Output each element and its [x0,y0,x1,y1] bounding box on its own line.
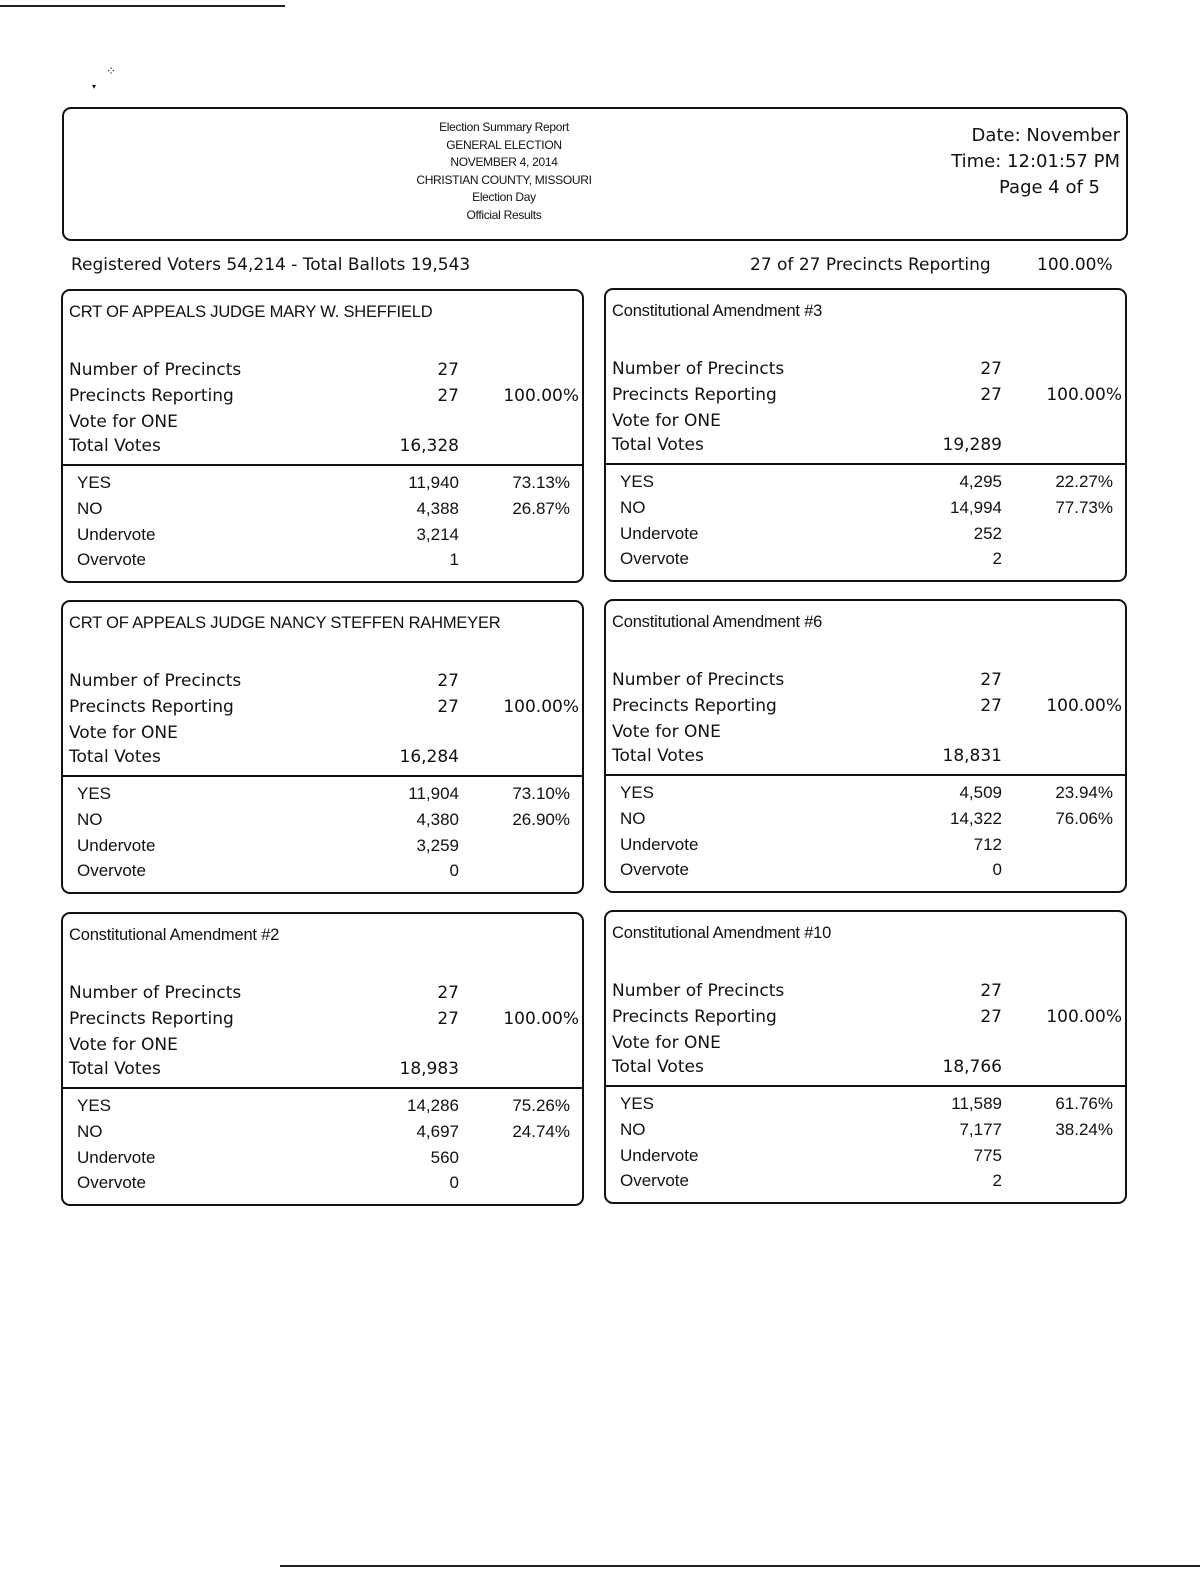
precincts-reporting-row [69,386,582,412]
report-title-block [394,119,614,224]
scan-speck: ▾ [92,82,97,91]
precincts-reporting-row [69,697,582,723]
results-divider [606,463,1125,465]
choice-label: Overvote [620,860,689,879]
choice-votes: 0 [449,1173,459,1192]
contest-title: Constitutional Amendment #3 [612,302,823,320]
choice-votes: 560 [430,1148,459,1167]
vote-for-row [69,1035,582,1061]
scan-speck: ⁘ [106,64,117,78]
choice-label: Overvote [77,550,146,569]
row-value: 18,766 [942,1057,1002,1077]
choice-label: NO [620,809,646,828]
choice-percent: 24.74% [512,1122,570,1141]
total-votes-row [612,746,1125,772]
precincts-reporting-row [612,385,1125,411]
choice-votes: 4,295 [959,472,1002,491]
vote-for-row [612,722,1125,748]
row-label: Number of Precincts [69,983,242,1003]
contest-box [61,600,584,894]
choice-votes: 252 [973,524,1002,543]
result-row [620,1146,1125,1172]
scan-edge-top [0,0,285,7]
number-of-precincts-row [69,360,582,386]
row-percent: 100.00% [503,697,579,717]
result-row [620,860,1125,886]
row-label: Vote for ONE [612,1033,721,1053]
choice-label: NO [620,498,646,517]
number-of-precincts-row [69,983,582,1009]
result-row [620,783,1125,809]
contest-box [604,599,1127,893]
row-label: Number of Precincts [612,670,785,690]
vote-for-row [69,723,582,749]
results-divider [606,774,1125,776]
choice-votes: 14,994 [950,498,1002,517]
precincts-reporting-summary: 27 of 27 Precincts Reporting [750,255,991,275]
total-votes-row [612,1057,1125,1083]
choice-votes: 0 [992,860,1002,879]
result-row [77,1173,582,1199]
choice-percent: 22.27% [1055,472,1113,491]
vote-for-row [612,1033,1125,1059]
row-label: Precincts Reporting [612,1007,777,1027]
choice-votes: 4,388 [416,499,459,518]
row-label: Precincts Reporting [69,386,234,406]
result-row [620,1171,1125,1197]
row-value: 16,284 [399,747,459,767]
row-label: Vote for ONE [69,412,178,432]
choice-percent: 76.06% [1055,809,1113,828]
result-row [77,784,582,810]
number-of-precincts-row [612,359,1125,385]
precincts-reporting-row [612,696,1125,722]
row-value: 18,983 [399,1059,459,1079]
choice-votes: 11,904 [408,784,459,803]
row-label: Precincts Reporting [69,697,234,717]
registered-voters-summary: Registered Voters 54,214 - Total Ballots 19,543 [71,255,471,275]
row-value: 27 [980,981,1002,1001]
choice-percent: 26.87% [512,499,570,518]
choice-votes: 3,214 [416,525,459,544]
row-percent: 100.00% [503,386,579,406]
choice-percent: 23.94% [1055,783,1113,802]
results-divider [606,1085,1125,1087]
choice-label: YES [620,1094,655,1113]
precincts-reporting-row [612,1007,1125,1033]
choice-percent: 26.90% [512,810,570,829]
choice-label: Undervote [620,524,699,543]
row-value: 27 [980,696,1002,716]
result-row [620,472,1125,498]
choice-label: Undervote [620,1146,699,1165]
choice-percent: 73.10% [512,784,570,803]
contest-title: CRT OF APPEALS JUDGE NANCY STEFFEN RAHMEYER [69,614,501,632]
choice-label: Overvote [620,549,689,568]
report-header [62,107,1128,241]
choice-label: Overvote [77,1173,146,1192]
result-row [77,810,582,836]
result-row [620,498,1125,524]
row-label: Vote for ONE [612,722,721,742]
row-label: Precincts Reporting [612,696,777,716]
result-row [620,1094,1125,1120]
choice-votes: 3,259 [416,836,459,855]
row-label: Precincts Reporting [612,385,777,405]
row-label: Vote for ONE [612,411,721,431]
scan-edge-bottom [280,1565,1200,1567]
page-number: Page 4 of 5 [999,177,1100,198]
choice-votes: 7,177 [959,1120,1002,1139]
choice-label: NO [77,1122,103,1141]
choice-votes: 11,589 [951,1094,1002,1113]
number-of-precincts-row [612,981,1125,1007]
row-label: Total Votes [69,747,161,767]
choice-label: Undervote [77,525,156,544]
row-label: Vote for ONE [69,1035,178,1055]
choice-percent: 61.76% [1055,1094,1113,1113]
results-status: Official Results [466,207,542,222]
choice-votes: 4,509 [959,783,1002,802]
choice-label: Overvote [620,1171,689,1190]
vote-for-row [69,412,582,438]
result-row [620,524,1125,550]
contest-box [61,289,584,583]
row-label: Number of Precincts [612,981,785,1001]
contest-box [604,910,1127,1204]
contest-title: Constitutional Amendment #10 [612,924,832,942]
row-label: Total Votes [612,746,704,766]
total-votes-row [69,1059,582,1085]
result-row [77,525,582,551]
row-label: Total Votes [612,1057,704,1077]
choice-votes: 4,697 [416,1122,459,1141]
row-label: Number of Precincts [69,671,242,691]
precincts-reporting-row [69,1009,582,1035]
row-label: Number of Precincts [612,359,785,379]
row-value: 27 [437,983,459,1003]
choice-label: NO [77,810,103,829]
choice-votes: 1 [449,550,459,569]
choice-label: NO [77,499,103,518]
result-row [77,499,582,525]
number-of-precincts-row [69,671,582,697]
contest-box [604,288,1127,582]
row-value: 27 [437,671,459,691]
contest-title: CRT OF APPEALS JUDGE MARY W. SHEFFIELD [69,303,433,321]
row-value: 27 [437,386,459,406]
row-percent: 100.00% [1046,696,1122,716]
choice-label: YES [77,1096,112,1115]
row-label: Total Votes [612,435,704,455]
row-percent: 100.00% [1046,1007,1122,1027]
contest-title: Constitutional Amendment #6 [612,613,823,631]
choice-label: YES [77,784,112,803]
result-row [620,1120,1125,1146]
row-value: 18,831 [942,746,1002,766]
row-value: 19,289 [942,435,1002,455]
row-label: Vote for ONE [69,723,178,743]
report-date: Date: November [971,125,1120,146]
row-percent: 100.00% [1046,385,1122,405]
result-row [77,1122,582,1148]
report-meta [951,123,1120,201]
result-row [77,473,582,499]
row-value: 27 [437,697,459,717]
result-row [77,1148,582,1174]
choice-votes: 14,286 [407,1096,459,1115]
choice-votes: 2 [992,549,1002,568]
report-time: Time: 12:01:57 PM [951,151,1120,172]
choice-label: YES [77,473,112,492]
row-value: 27 [437,1009,459,1029]
row-label: Number of Precincts [69,360,242,380]
row-label: Total Votes [69,436,161,456]
row-value: 27 [980,359,1002,379]
results-divider [63,464,582,466]
election-date: NOVEMBER 4, 2014 [450,155,558,169]
results-divider [63,775,582,777]
choice-label: Undervote [77,1148,156,1167]
result-row [77,836,582,862]
result-row [620,809,1125,835]
choice-votes: 14,322 [950,809,1002,828]
total-votes-row [69,747,582,773]
choice-votes: 0 [449,861,459,880]
result-row [620,835,1125,861]
result-row [620,549,1125,575]
choice-votes: 11,940 [408,473,459,492]
vote-type: Election Day [472,190,536,204]
number-of-precincts-row [612,670,1125,696]
choice-percent: 38.24% [1055,1120,1113,1139]
choice-label: YES [620,783,655,802]
choice-label: Undervote [77,836,156,855]
choice-label: YES [620,472,655,491]
report-title: Election Summary Report [439,120,569,134]
choice-percent: 75.26% [512,1096,570,1115]
election-name: GENERAL ELECTION [446,137,562,152]
results-divider [63,1087,582,1089]
choice-votes: 712 [973,835,1002,854]
choice-label: Overvote [77,861,146,880]
choice-label: NO [620,1120,646,1139]
contest-box [61,912,584,1206]
result-row [77,1096,582,1122]
row-label: Total Votes [69,1059,161,1079]
row-value: 27 [980,385,1002,405]
precincts-reporting-percent: 100.00% [1037,255,1113,275]
result-row [77,550,582,576]
choice-votes: 775 [973,1146,1002,1165]
choice-percent: 73.13% [512,473,570,492]
county-name: CHRISTIAN COUNTY, MISSOURI [416,172,592,187]
row-percent: 100.00% [503,1009,579,1029]
row-value: 27 [437,360,459,380]
contest-title: Constitutional Amendment #2 [69,926,280,944]
row-value: 27 [980,670,1002,690]
result-row [77,861,582,887]
total-votes-row [612,435,1125,461]
total-votes-row [69,436,582,462]
row-value: 27 [980,1007,1002,1027]
row-value: 16,328 [399,436,459,456]
choice-percent: 77.73% [1055,498,1113,517]
choice-votes: 4,380 [416,810,459,829]
row-label: Precincts Reporting [69,1009,234,1029]
vote-for-row [612,411,1125,437]
choice-votes: 2 [992,1171,1002,1190]
choice-label: Undervote [620,835,699,854]
